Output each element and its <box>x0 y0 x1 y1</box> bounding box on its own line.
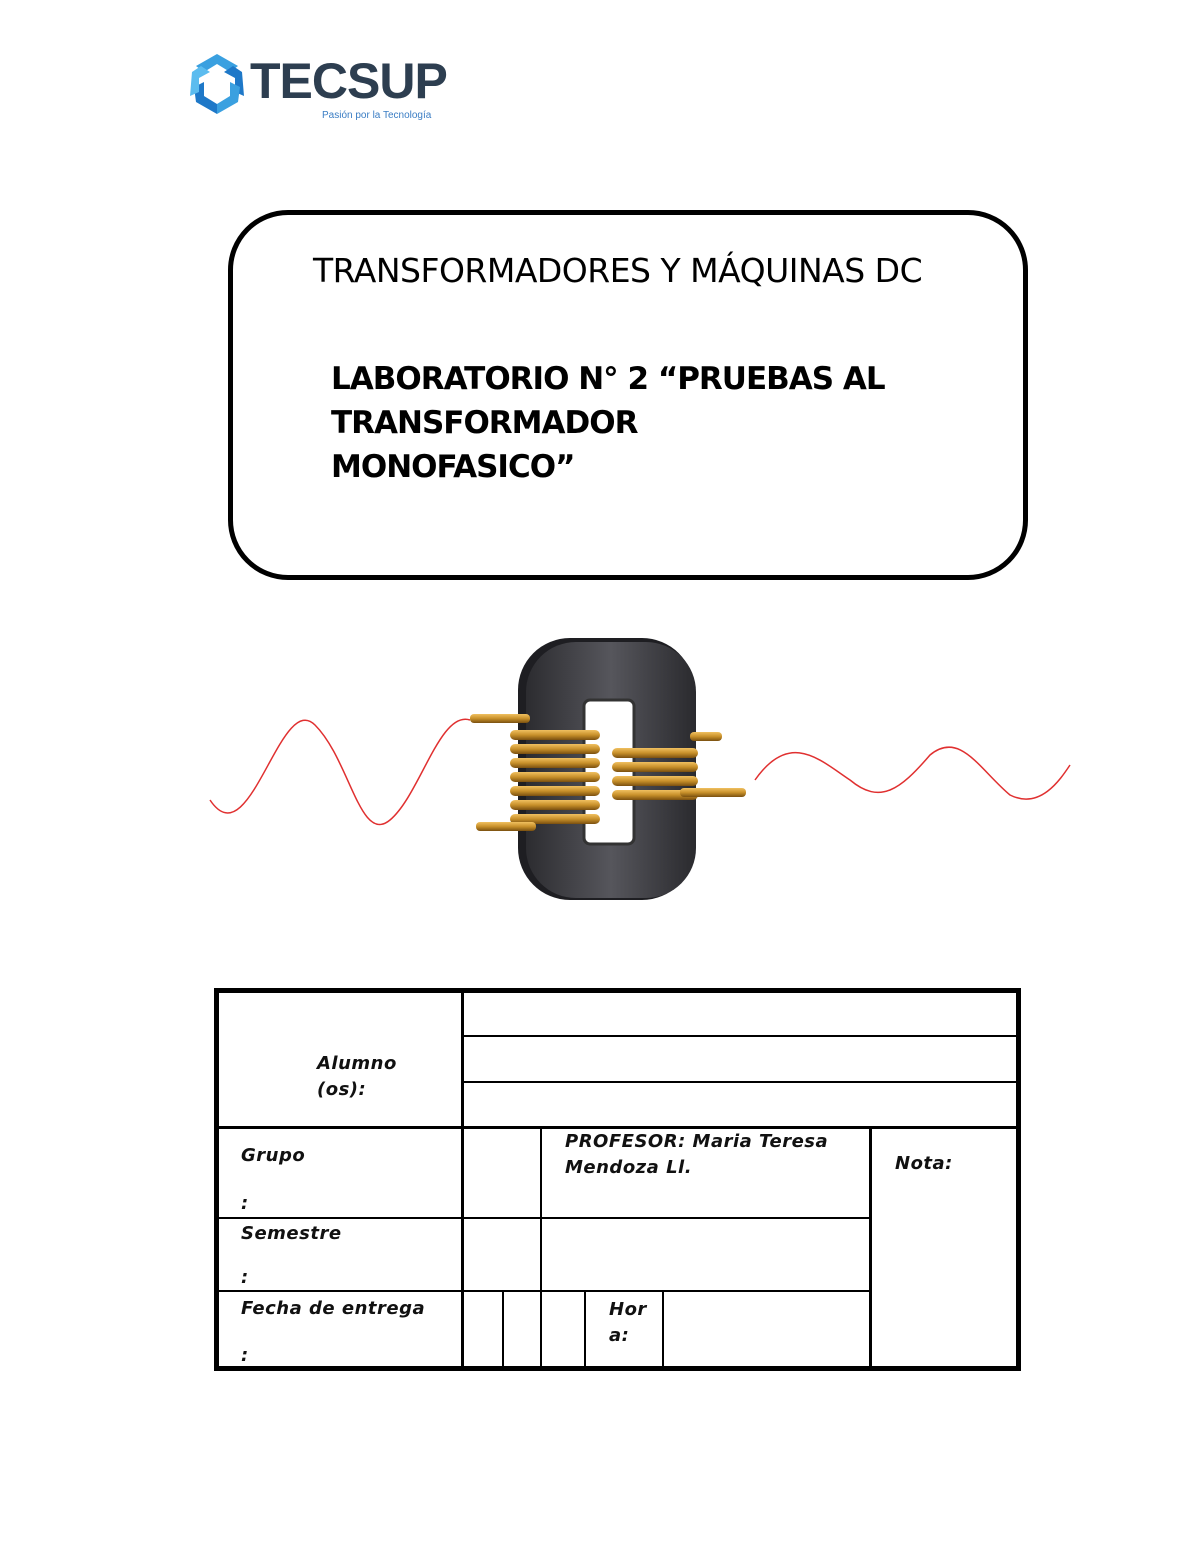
tecsup-emblem-icon <box>186 52 248 118</box>
hora-line-2: a: <box>609 1325 630 1346</box>
alumno-label-line-1: Alumno <box>317 1053 397 1074</box>
hora-line-1: Hor <box>609 1299 647 1320</box>
fecha-year-field[interactable] <box>542 1292 584 1366</box>
lab-title-line-1: LABORATORIO N° 2 “PRUEBAS AL <box>331 361 885 397</box>
alumno-name-field-1[interactable] <box>464 993 1016 1035</box>
input-wave <box>210 719 470 824</box>
grupo-field[interactable] <box>464 1129 540 1217</box>
student-info-table <box>214 988 1021 1371</box>
semestre-label: Semestre <box>241 1223 342 1244</box>
brand-name: TECSUP <box>250 53 447 109</box>
semestre-colon: : <box>241 1267 249 1288</box>
lab-title <box>331 357 951 489</box>
transformer-illustration <box>200 630 1080 910</box>
profesor-line-1: PROFESOR: Maria Teresa <box>565 1131 829 1152</box>
grupo-colon: : <box>241 1193 249 1214</box>
title-box <box>228 210 1028 580</box>
output-wave <box>755 747 1070 799</box>
alumno-label-line-2: (os): <box>317 1079 367 1100</box>
profesor-line-2: Mendoza Ll. <box>565 1157 693 1178</box>
alumno-label <box>317 1051 397 1103</box>
semestre-field[interactable] <box>464 1219 540 1290</box>
grupo-label: Grupo <box>241 1145 306 1166</box>
fecha-month-field[interactable] <box>504 1292 540 1366</box>
hora-field[interactable] <box>664 1292 869 1366</box>
nota-label: Nota: <box>895 1153 953 1174</box>
fecha-label: Fecha de entrega <box>241 1298 426 1319</box>
lab-title-line-3: MONOFASICO” <box>331 449 575 485</box>
brand-tagline: Pasión por la Tecnología <box>322 110 432 121</box>
tecsup-logo <box>186 52 446 126</box>
lab-title-line-2: TRANSFORMADOR <box>331 405 638 441</box>
profesor-label <box>565 1129 828 1181</box>
fecha-day-field[interactable] <box>464 1292 502 1366</box>
hora-label <box>609 1297 647 1349</box>
alumno-name-field-2[interactable] <box>464 1037 1016 1081</box>
alumno-name-field-3[interactable] <box>464 1083 1016 1126</box>
fecha-colon: : <box>241 1345 249 1366</box>
nota-field[interactable] <box>872 1179 1016 1366</box>
course-title: TRANSFORMADORES Y MÁQUINAS DC <box>313 251 923 290</box>
